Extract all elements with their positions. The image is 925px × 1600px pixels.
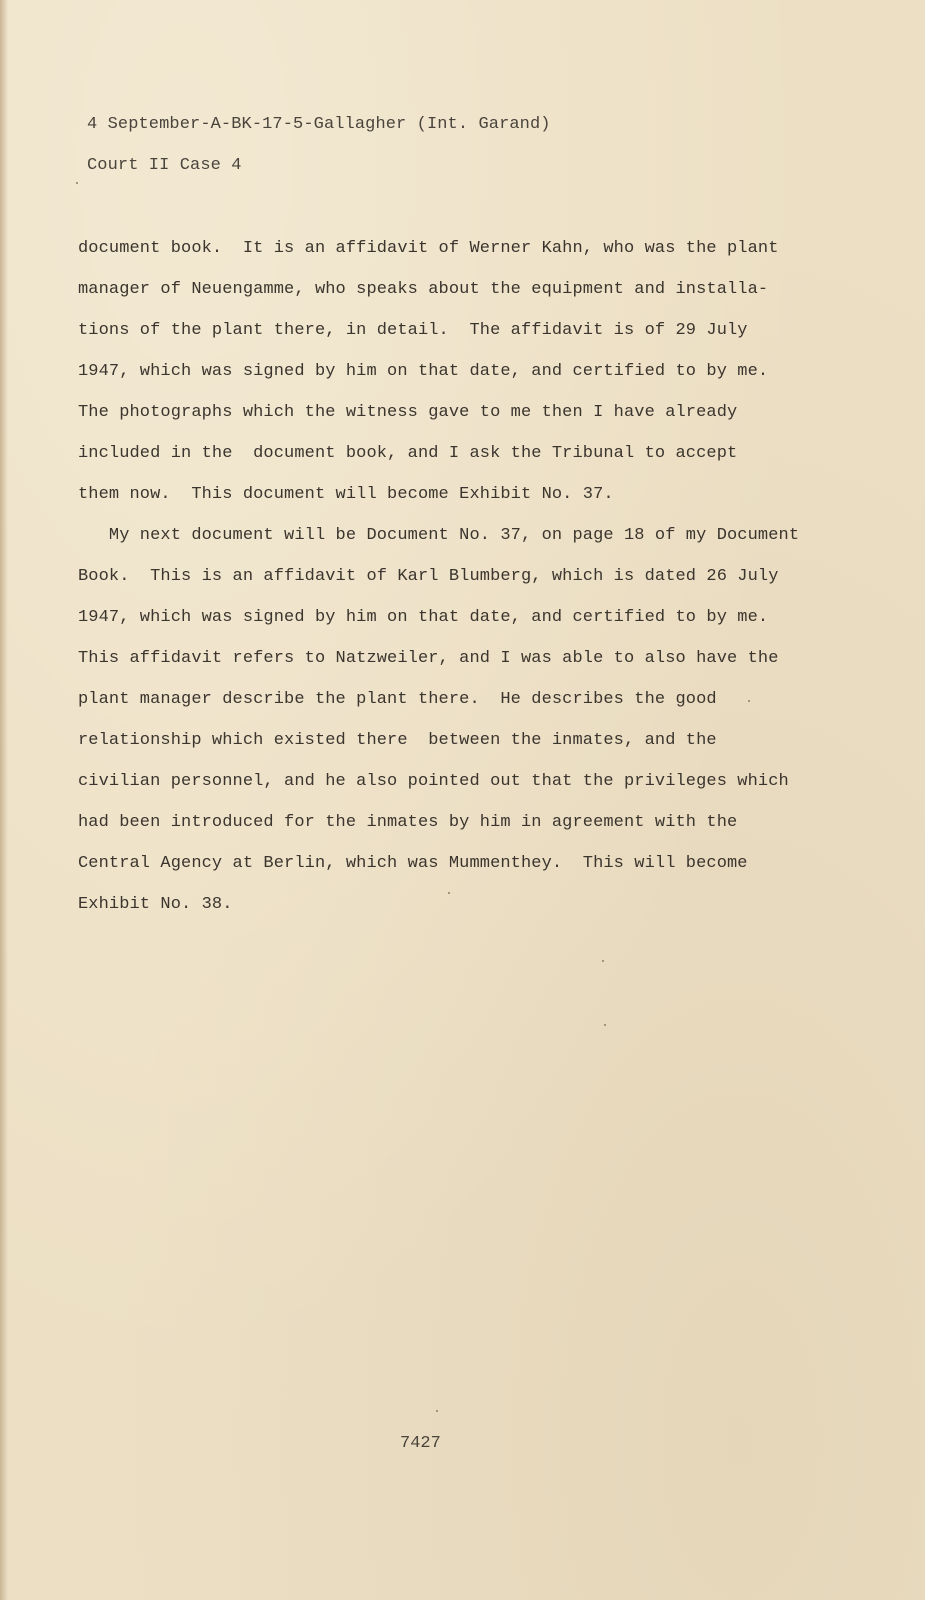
body-line: Book. This is an affidavit of Karl Blumberg, which is dated 26 July xyxy=(78,567,779,586)
body-line: 1947, which was signed by him on that date, and certified to by me. xyxy=(78,608,769,627)
paper-speck xyxy=(748,700,750,702)
body-line: The photographs which the witness gave to me then I have already xyxy=(78,403,738,422)
body-line: civilian personnel, and he also pointed out that the privileges which xyxy=(78,772,789,791)
body-line: 1947, which was signed by him on that date, and certified to by me. xyxy=(78,362,769,381)
body-line: This affidavit refers to Natzweiler, and I was able to also have the xyxy=(78,649,779,668)
paper-speck xyxy=(602,960,604,962)
paper-speck xyxy=(448,892,450,894)
body-line: document book. It is an affidavit of Werner Kahn, who was the plant xyxy=(78,239,779,258)
body-line: had been introduced for the inmates by him in agreement with the xyxy=(78,813,738,832)
body-line: tions of the plant there, in detail. The affidavit is of 29 July xyxy=(78,321,748,340)
paper-speck xyxy=(436,1410,438,1412)
body-line: included in the document book, and I ask the Tribunal to accept xyxy=(78,444,738,463)
header-line-date-reference: 4 September-A-BK-17-5-Gallagher (Int. Garand) xyxy=(87,115,551,134)
body-line: them now. This document will become Exhibit No. 37. xyxy=(78,485,614,504)
body-line: Exhibit No. 38. xyxy=(78,895,233,914)
body-line: manager of Neuengamme, who speaks about the equipment and installa- xyxy=(78,280,769,299)
body-line: Central Agency at Berlin, which was Mummenthey. This will become xyxy=(78,854,748,873)
page-number: 7427 xyxy=(400,1434,441,1453)
body-line: My next document will be Document No. 37, on page 18 of my Document xyxy=(78,526,800,545)
paper-speck xyxy=(76,182,78,184)
page-edge-shadow xyxy=(0,0,8,1600)
body-line: relationship which existed there between the inmates, and the xyxy=(78,731,717,750)
header-line-court-case: Court II Case 4 xyxy=(87,156,242,175)
paper-speck xyxy=(604,1024,606,1026)
document-header xyxy=(87,104,551,186)
transcript-body xyxy=(78,228,798,925)
body-line: plant manager describe the plant there. He describes the good xyxy=(78,690,717,709)
